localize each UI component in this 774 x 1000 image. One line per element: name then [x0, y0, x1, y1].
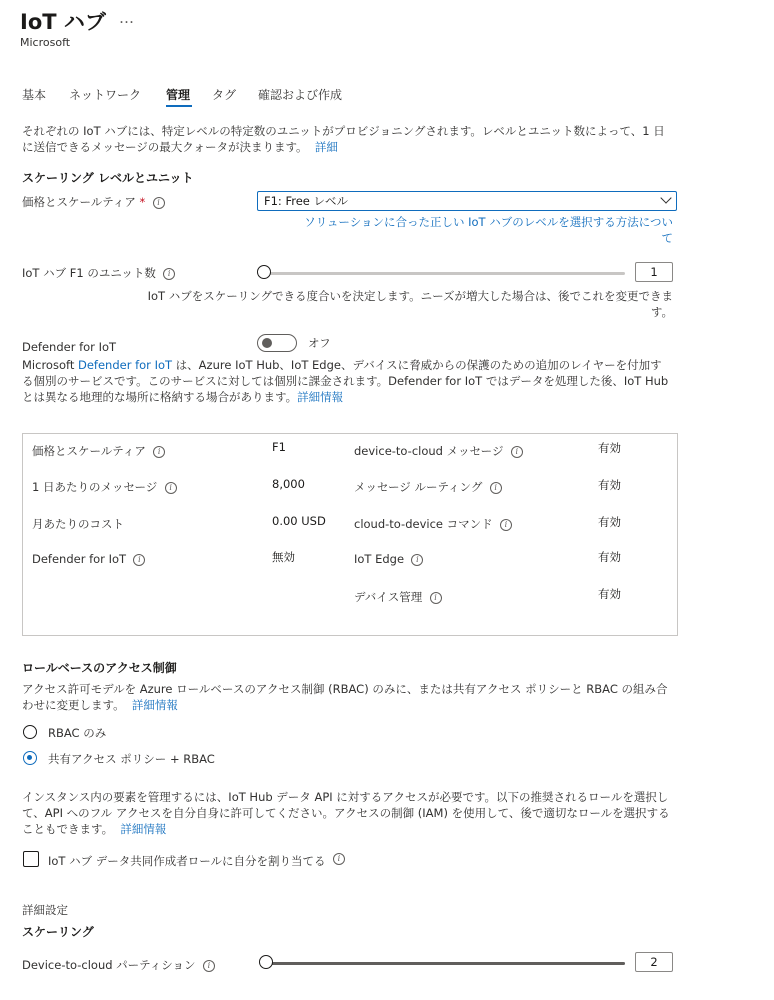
- info-icon[interactable]: i: [490, 482, 502, 494]
- summary-c2d-value: 有効: [598, 515, 621, 529]
- tab-management[interactable]: 管理: [166, 88, 191, 102]
- summary-defender-label: Defender for IoT i: [32, 552, 145, 566]
- more-options-button[interactable]: …: [119, 9, 135, 27]
- summary-d2c-label: device-to-cloud メッセージ i: [354, 443, 523, 459]
- instance-access-text: インスタンス内の要素を管理するには、IoT Hub データ API に対するアクセスが必要です。以下の推奨されるロールを選択して、API へのフル アクセスを自分自身に許可してください。アクセスの制御 (IAM) を使用して、後で適切なロールを選択することもできます。 詳細情報: [22, 790, 670, 836]
- partitions-slider-fill: [264, 962, 625, 965]
- shared-policy-rbac-label[interactable]: 共有アクセス ポリシー + RBAC: [48, 752, 215, 766]
- advanced-scaling-heading: スケーリング: [22, 925, 94, 939]
- info-icon[interactable]: i: [163, 268, 175, 280]
- summary-c2d-label: cloud-to-device コマンド i: [354, 516, 512, 532]
- toggle-state-text: オフ: [308, 336, 331, 350]
- summary-device-mgmt-value: 有効: [598, 587, 621, 601]
- summary-device-mgmt-label: デバイス管理 i: [354, 589, 442, 605]
- defender-label: Defender for IoT: [22, 340, 117, 354]
- toggle-knob: [262, 338, 272, 348]
- defender-toggle[interactable]: [257, 334, 297, 352]
- chevron-down-icon: [660, 192, 671, 203]
- instance-more-link[interactable]: 詳細情報: [120, 822, 167, 836]
- partitions-label: Device-to-cloud パーティション i: [22, 957, 215, 973]
- summary-tier-label: 価格とスケールティア i: [32, 443, 165, 459]
- units-slider-track[interactable]: [264, 272, 625, 275]
- rbac-only-radio[interactable]: [23, 725, 37, 739]
- summary-d2c-value: 有効: [598, 441, 621, 455]
- pricing-tier-select[interactable]: F1: Free レベル: [257, 191, 677, 211]
- defender-link[interactable]: Defender for IoT: [78, 358, 173, 372]
- scaling-heading: スケーリング レベルとユニット: [22, 171, 194, 185]
- units-slider-thumb[interactable]: [257, 265, 271, 279]
- units-help-text: IoT ハブをスケーリングできる度合いを決定します。ニーズが増大した場合は、後でこれを変更できます。: [147, 289, 673, 319]
- summary-edge-label: IoT Edge i: [354, 552, 423, 566]
- tab-review-create[interactable]: 確認および作成: [258, 88, 343, 102]
- summary-defender-value: 無効: [272, 550, 295, 564]
- intro-text: それぞれの IoT ハブには、特定レベルの特定数のユニットがプロビジョニングされます。レベルとユニット数によって、1 日に送信できるメッセージの最大クォータが決まります。 詳細: [22, 124, 665, 154]
- summary-tier-value: F1: [272, 440, 286, 454]
- publisher-name: Microsoft: [20, 36, 71, 49]
- summary-cost-label: 月あたりのコスト: [32, 517, 124, 531]
- rbac-more-link[interactable]: 詳細情報: [131, 698, 178, 712]
- intro-details-link[interactable]: 詳細: [314, 140, 338, 154]
- summary-cost-value: 0.00 USD: [272, 514, 326, 528]
- info-icon[interactable]: i: [430, 592, 442, 604]
- info-icon[interactable]: i: [500, 519, 512, 531]
- summary-edge-value: 有効: [598, 550, 621, 564]
- active-tab-indicator: [166, 105, 192, 107]
- summary-panel: [22, 433, 678, 636]
- info-icon[interactable]: i: [333, 853, 345, 865]
- summary-messages-value: 8,000: [272, 477, 305, 491]
- tab-networking[interactable]: ネットワーク: [69, 88, 142, 102]
- info-icon[interactable]: i: [203, 960, 215, 972]
- rbac-only-label[interactable]: RBAC のみ: [48, 726, 107, 740]
- rbac-description: アクセス許可モデルを Azure ロールベースのアクセス制御 (RBAC) のみに、または共有アクセス ポリシーと RBAC の組み合わせに変更します。 詳細情報: [22, 682, 668, 712]
- partitions-slider-thumb[interactable]: [259, 955, 273, 969]
- info-icon[interactable]: i: [511, 446, 523, 458]
- info-icon[interactable]: i: [153, 197, 165, 209]
- shared-policy-rbac-radio[interactable]: [23, 751, 37, 765]
- units-label: IoT ハブ F1 のユニット数 i: [22, 265, 175, 281]
- page-title: IoT ハブ: [20, 10, 106, 34]
- units-input[interactable]: 1: [635, 262, 673, 282]
- advanced-heading: 詳細設定: [22, 903, 68, 917]
- summary-routing-value: 有効: [598, 478, 621, 492]
- summary-messages-label: 1 日あたりのメッセージ i: [32, 479, 177, 495]
- tab-basics[interactable]: 基本: [22, 88, 47, 102]
- required-marker: *: [139, 195, 146, 209]
- tab-tags[interactable]: タグ: [212, 88, 237, 102]
- defender-description: Microsoft Defender for IoT は、Azure IoT Hub、IoT Edge、デバイスに脅威からの保護のための追加のレイヤーを付加する個別のサービスです。このサービスに対しては個別に課金されます。Defender for IoT ではデータを処理した後、IoT Hub とは異なる地理的な場所に格納する場合があります。詳細情報: [22, 358, 669, 404]
- assign-role-label[interactable]: IoT ハブ データ共同作成者ロールに自分を割り当てる i: [48, 853, 345, 869]
- assign-role-checkbox[interactable]: [23, 851, 39, 867]
- partitions-input[interactable]: 2: [635, 952, 673, 972]
- info-icon[interactable]: i: [133, 554, 145, 566]
- info-icon[interactable]: i: [153, 446, 165, 458]
- tier-help-link[interactable]: ソリューションに合った正しい IoT ハブのレベルを選択する方法について: [304, 215, 673, 245]
- summary-routing-label: メッセージ ルーティング i: [354, 479, 502, 495]
- rbac-heading: ロールベースのアクセス制御: [22, 661, 177, 675]
- defender-more-link[interactable]: 詳細情報: [297, 390, 344, 404]
- pricing-tier-label: 価格とスケールティア * i: [22, 194, 165, 210]
- info-icon[interactable]: i: [411, 554, 423, 566]
- info-icon[interactable]: i: [165, 482, 177, 494]
